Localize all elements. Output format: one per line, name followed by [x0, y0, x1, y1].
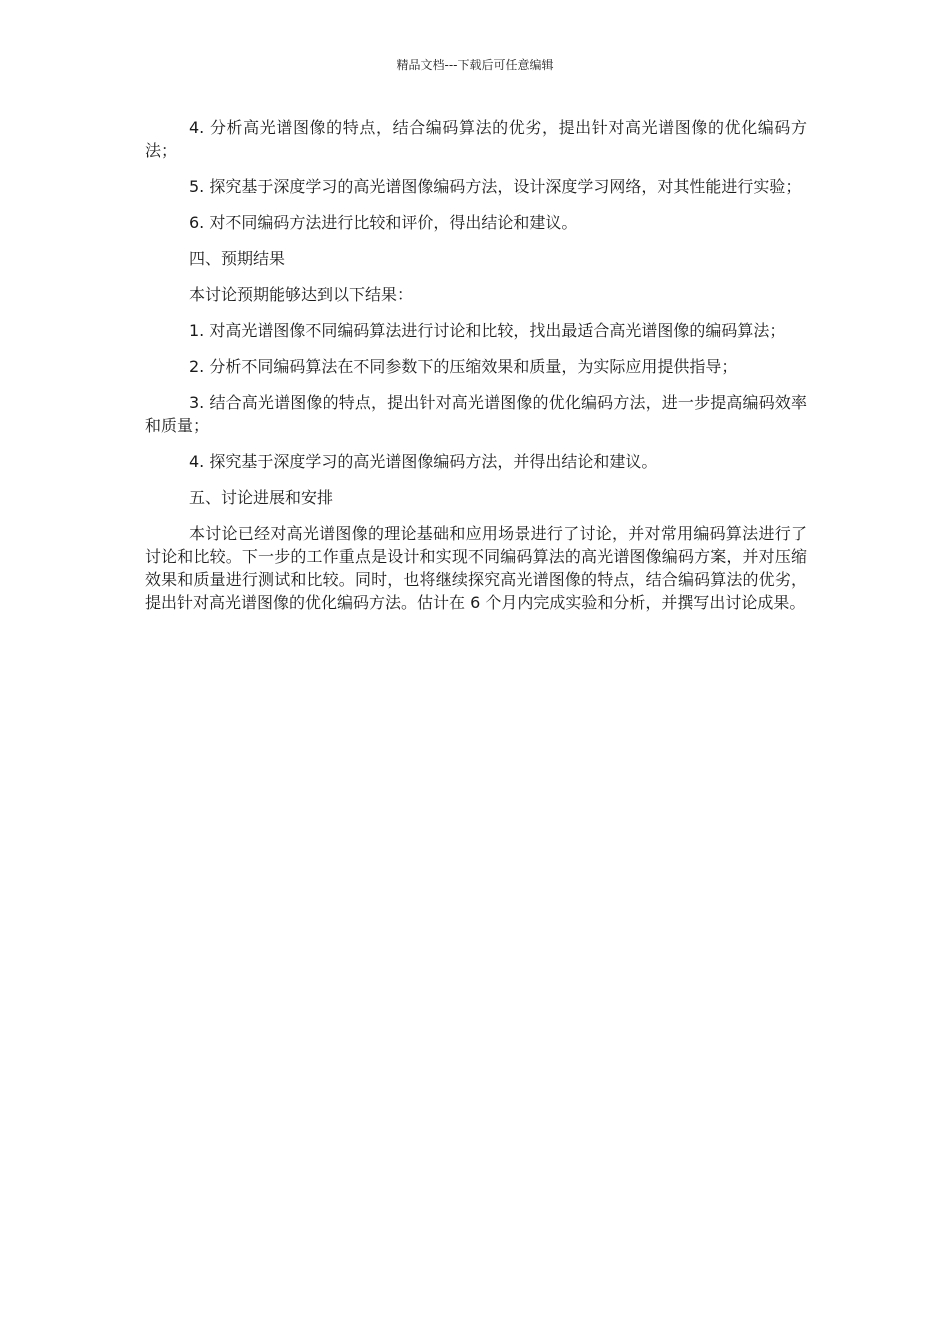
list-item-objective-5: 5. 探究基于深度学习的高光谱图像编码方法，设计深度学习网络，对其性能进行实验； — [189, 177, 802, 196]
section-heading-expected-results: 四、预期结果 — [189, 249, 286, 268]
list-item-objective-4: 4. 分析高光谱图像的特点，结合编码算法的优劣，提出针对高光谱图像的优化编码方法； — [145, 118, 807, 160]
section-heading-progress-schedule: 五、讨论进展和安排 — [189, 488, 334, 507]
expected-results-intro: 本讨论预期能够达到以下结果： — [189, 285, 414, 304]
page-header: 精品文档---下载后可任意编辑 — [396, 58, 554, 72]
list-item-objective-6: 6. 对不同编码方法进行比较和评价，得出结论和建议。 — [189, 213, 578, 232]
list-item-result-1: 1. 对高光谱图像不同编码算法进行讨论和比较，找出最适合高光谱图像的编码算法； — [189, 321, 786, 340]
list-item-result-4: 4. 探究基于深度学习的高光谱图像编码方法，并得出结论和建议。 — [189, 452, 658, 471]
progress-paragraph: 本讨论已经对高光谱图像的理论基础和应用场景进行了讨论，并对常用编码算法进行了讨论和比较。下一步的工作重点是设计和实现不同编码算法的高光谱图像编码方案，并对压缩效果和质量进行测试和比较。同时，也将继续探究高光谱图像的特点，结合编码算法的优劣，提出针对高光谱图像的优化编码方法。估计在 6 个月内完成实验和分析，并撰写出讨论成果。 — [145, 524, 807, 612]
list-item-result-3: 3. 结合高光谱图像的特点，提出针对高光谱图像的优化编码方法，进一步提高编码效率和质量； — [145, 393, 807, 435]
list-item-result-2: 2. 分析不同编码算法在不同参数下的压缩效果和质量，为实际应用提供指导； — [189, 357, 738, 376]
document-body — [145, 116, 807, 627]
